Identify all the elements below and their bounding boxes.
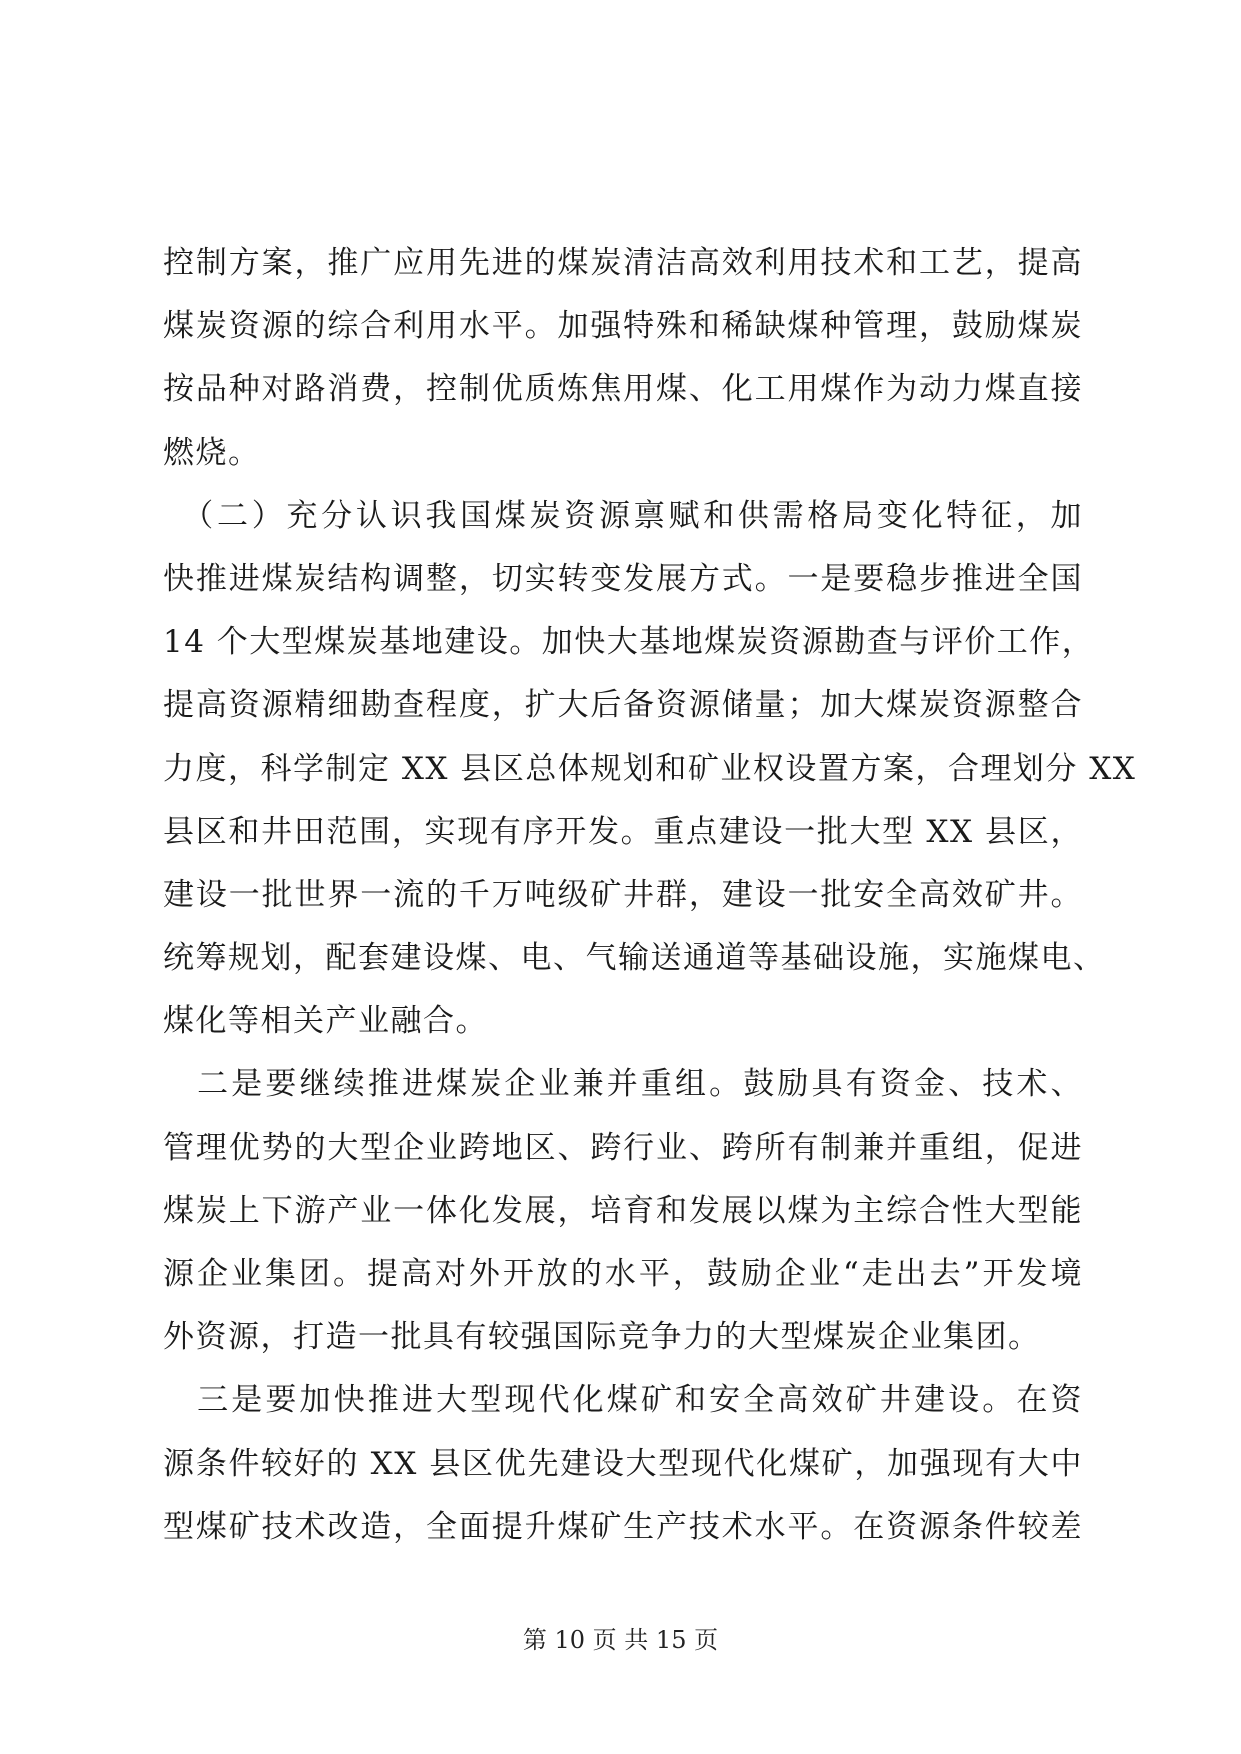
body-text — [163, 232, 1137, 1559]
text-line: 外资源，打造一批具有较强国际竞争力的大型煤炭企业集团。 — [163, 1319, 1041, 1356]
text-line: 煤化等相关产业融合。 — [163, 1003, 488, 1040]
text-line: 提高资源精细勘查程度，扩大后备资源储量；加大煤炭资源整合 — [163, 687, 1083, 724]
text-line: 力度，科学制定 XX 县区总体规划和矿业权设置方案，合理划分 XX — [163, 750, 1137, 787]
text-line: 源企业集团。提高对外开放的水平，鼓励企业“走出去”开发境 — [163, 1256, 1083, 1292]
text-line: 二是要继续推进煤炭企业兼并重组。鼓励具有资金、技术、 — [163, 1066, 1083, 1103]
text-line: 14 个大型煤炭基地建设。加快大基地煤炭资源勘查与评价工作， — [163, 624, 1095, 661]
text-line: 快推进煤炭结构调整，切实转变发展方式。一是要稳步推进全国 — [163, 560, 1083, 597]
text-line: 统筹规划，配套建设煤、电、气输送通道等基础设施，实施煤电、 — [163, 940, 1106, 977]
page-footer: 第 10 页 共 15 页 — [522, 1626, 719, 1654]
text-line: 控制方案，推广应用先进的煤炭清洁高效利用技术和工艺，提高 — [163, 245, 1083, 281]
text-line: 三是要加快推进大型现代化煤矿和安全高效矿井建设。在资 — [163, 1382, 1083, 1419]
text-line: 管理优势的大型企业跨地区、跨行业、跨所有制兼并重组，促进 — [163, 1129, 1083, 1166]
text-line: 按品种对路消费，控制优质炼焦用煤、化工用煤作为动力煤直接 — [163, 371, 1083, 408]
text-line: 燃烧。 — [163, 434, 261, 471]
text-line: 源条件较好的 XX 县区优先建设大型现代化煤矿，加强现有大中 — [163, 1445, 1083, 1482]
text-line: （二）充分认识我国煤炭资源禀赋和供需格局变化特征，加 — [163, 497, 1083, 534]
text-line: 县区和井田范围，实现有序开发。重点建设一批大型 XX 县区， — [163, 813, 1083, 850]
text-line: 型煤矿技术改造，全面提升煤矿生产技术水平。在资源条件较差 — [163, 1508, 1083, 1545]
text-line: 建设一批世界一流的千万吨级矿井群，建设一批安全高效矿井。 — [163, 876, 1083, 913]
text-line: 煤炭上下游产业一体化发展，培育和发展以煤为主综合性大型能 — [163, 1192, 1083, 1229]
text-line: 煤炭资源的综合利用水平。加强特殊和稀缺煤种管理，鼓励煤炭 — [163, 308, 1083, 345]
